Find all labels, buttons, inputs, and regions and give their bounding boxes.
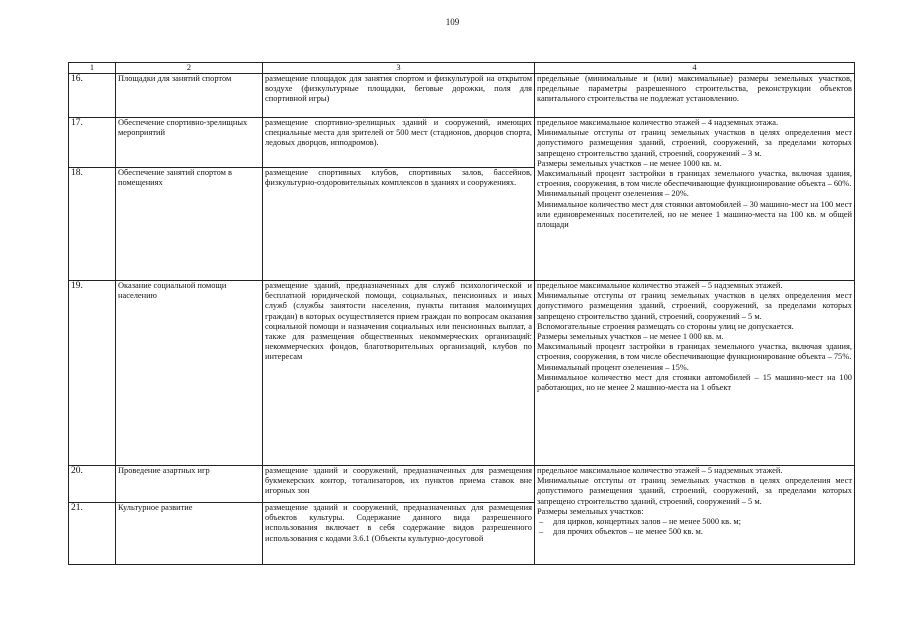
use-type-name: Оказание социальной помощи населению xyxy=(116,281,263,466)
parameters-cell xyxy=(535,118,855,281)
parameter-text: предельные (минимальные и (или) максимальные) размеры земельных участков, предельные параметры разрешенного строительства, реконструкции объектов капитального строительства не подлежат установлению. xyxy=(537,74,852,104)
parameter-text: Размеры земельных участков – не менее 1 000 кв. м. xyxy=(537,332,724,342)
parameter-text: Максимальный процент застройки в границах земельного участка, включая здания, строения, сооружения, в том числе обеспечивающие функционирование объекта – 75%. xyxy=(537,342,852,362)
row-number: 21. xyxy=(69,503,116,565)
use-description: размещение зданий и сооружений, предназначенных для размещения объектов культуры. Содержание данного вида разрешенного использования включает в себя содержание видов разрешенного использования с кодами 3.6.1 (Объекты культурно-досуговой xyxy=(263,503,535,565)
table-header-row xyxy=(69,63,855,74)
table-row xyxy=(69,466,855,503)
parameter-text: Размеры земельных участков: xyxy=(537,506,644,516)
table-row xyxy=(69,281,855,466)
list-item-text: для прочих объектов – не менее 500 кв. м. xyxy=(553,527,703,537)
parameters-cell xyxy=(535,74,855,118)
list-item xyxy=(537,517,852,527)
use-description: размещение зданий и сооружений, предназначенных для размещения букмекерских контор, тотализаторов, их пунктов приема ставок вне игорных зон xyxy=(263,466,535,503)
use-description: размещение спортивных клубов, спортивных залов, бассейнов, физкультурно-оздоровительных комплексов в зданиях и сооружениях. xyxy=(263,168,535,281)
page-number: 109 xyxy=(445,17,460,27)
parameter-text: Размеры земельных участков – не менее 1000 кв. м. xyxy=(537,158,722,168)
dash-bullet-icon: – xyxy=(539,527,544,537)
row-number: 18. xyxy=(69,168,116,281)
parameter-text: предельное максимальное количество этажей – 5 надземных этажей. xyxy=(537,281,783,290)
table-row xyxy=(69,74,855,118)
dash-bullet-icon: – xyxy=(539,517,544,527)
parameter-text: Вспомогательные строения размещать со стороны улиц не допускается. xyxy=(537,321,794,331)
parameter-text: Минимальные отступы от границ земельных участков в целях определения мест допустимого размещения зданий, строений, сооружений, за пределами которых запрещено строительство зданий, строений, сооружений – 3 м. xyxy=(537,128,852,158)
parameter-text: Минимальные отступы от границ земельных участков в целях определения мест допустимого размещения зданий, строений, сооружений, за пределами которых запрещено строительство зданий, строений, сооружений – 5 м. xyxy=(537,291,852,321)
column-header: 4 xyxy=(535,63,855,74)
table-row xyxy=(69,118,855,168)
use-description: размещение зданий, предназначенных для служб психологической и бесплатной юридической помощи, социальных, пенсионных и иных служб (службы занятости населения, пункты питания малоимущих граждан) в которых осуществляется прием граждан по вопросам оказания социальной помощи и назначения социальных или пенсионных выплат, а также для размещения общественных некоммерческих организаций: некоммерческих фондов, благотворительных организаций, клубов по интересам xyxy=(263,281,535,466)
parameter-text: Минимальные отступы от границ земельных участков в целях определения мест допустимого размещения зданий, строений, сооружений, за пределами которых запрещено строительство зданий, строений, сооружений – 5 м. xyxy=(537,476,852,506)
parameter-text: Минимальное количество мест для стоянки автомобилей – 15 машино-мест на 100 работающих, но не менее 2 машино-места на 1 объект xyxy=(537,372,852,393)
column-header: 3 xyxy=(263,63,535,74)
row-number: 19. xyxy=(69,281,116,466)
parameter-text: предельное максимальное количество этажей – 4 надземных этажа. xyxy=(537,118,779,127)
column-header: 1 xyxy=(69,63,116,74)
parameter-text: Минимальный процент озеленения – 20%. xyxy=(537,189,689,199)
land-use-table xyxy=(68,62,855,565)
use-description: размещение площадок для занятия спортом и физкультурой на открытом воздухе (физкультурные площадки, беговые дорожки, поля для спортивной игры) xyxy=(263,74,535,118)
row-number: 16. xyxy=(69,74,116,118)
parameter-text: предельное максимальное количество этажей – 5 надземных этажей. xyxy=(537,466,783,475)
parameter-text: Минимальный процент озеленения – 15%. xyxy=(537,362,689,372)
row-number: 17. xyxy=(69,118,116,168)
use-type-name: Обеспечение спортивно-зрелищных мероприятий xyxy=(116,118,263,168)
use-type-name: Проведение азартных игр xyxy=(116,466,263,503)
use-type-name: Обеспечение занятий спортом в помещениях xyxy=(116,168,263,281)
parameters-cell xyxy=(535,466,855,565)
parameter-text: Максимальный процент застройки в границах земельного участка, включая здания, строения, сооружения, в том числе обеспечивающие функционирование объекта – 60%. xyxy=(537,169,852,189)
use-type-name: Культурное развитие xyxy=(116,503,263,565)
list-item-text: для цирков, концертных залов – не менее 5000 кв. м; xyxy=(553,517,741,527)
parameter-text: Минимальное количество мест для стоянки автомобилей – 30 машино-мест на 100 мест или единовременных посетителей, но не менее 1 машино-места на 100 кв. м общей площади xyxy=(537,199,852,230)
row-number: 20. xyxy=(69,466,116,503)
use-type-name: Площадки для занятий спортом xyxy=(116,74,263,118)
column-header: 2 xyxy=(116,63,263,74)
parameters-cell xyxy=(535,281,855,466)
list-item xyxy=(537,527,852,537)
use-description: размещение спортивно-зрелищных зданий и сооружений, имеющих специальные места для зрителей от 500 мест (стадионов, дворцов спорта, ледовых дворцов, ипподромов). xyxy=(263,118,535,168)
